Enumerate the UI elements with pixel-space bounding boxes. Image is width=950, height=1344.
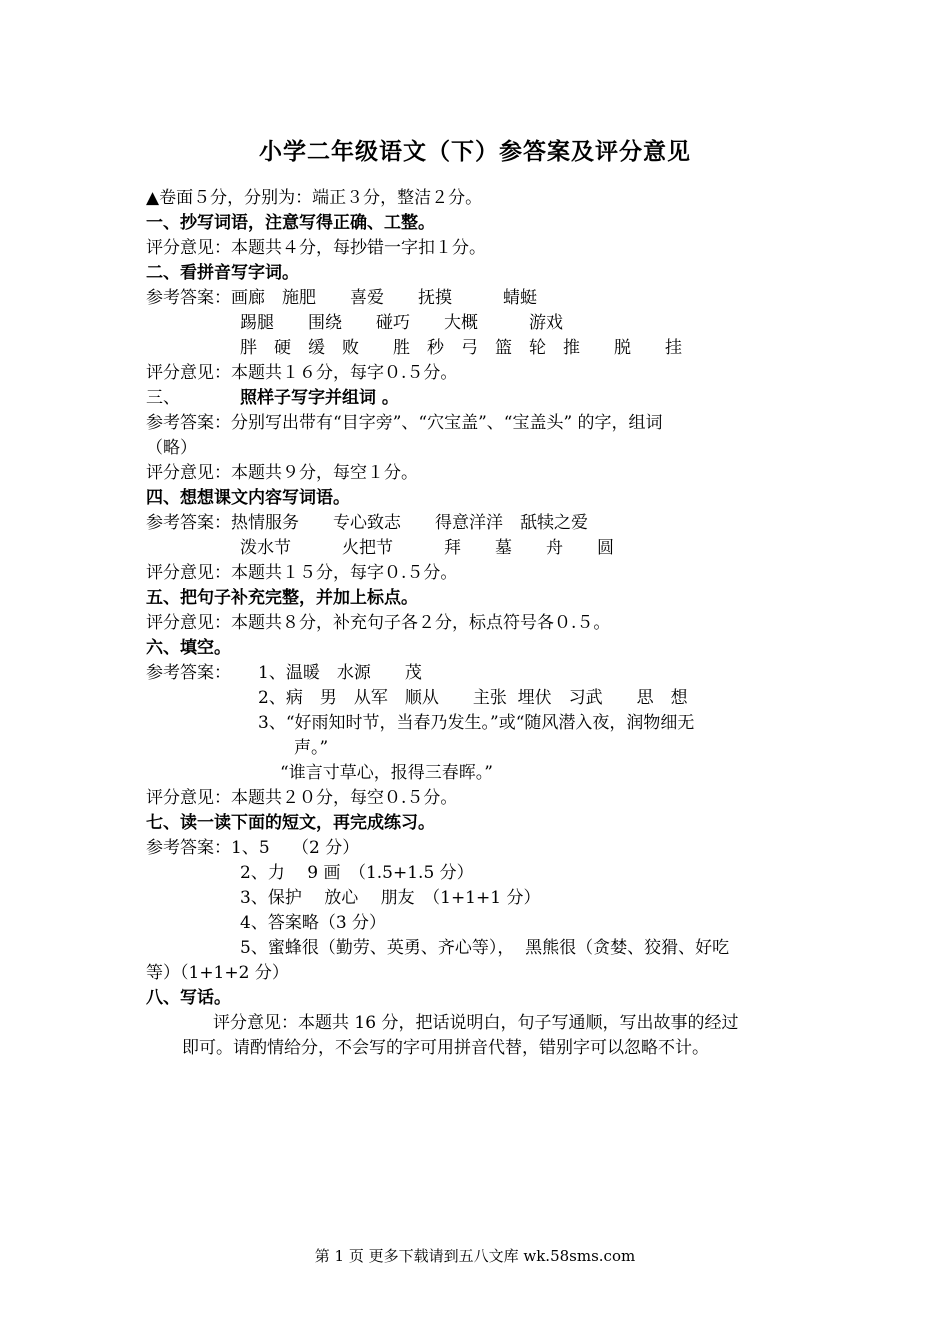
page-title: 小学二年级语文（下）参答案及评分意见 (259, 139, 691, 165)
section-8-heading: 八、写话。 (146, 988, 231, 1008)
section-6-answer-label: 参考答案： (146, 663, 231, 683)
section-7-heading: 七、读一读下面的短文，再完成练习。 (146, 813, 435, 833)
section-8-scoring-line-1: 评分意见：本题共 16 分，把话说明白，句子写通顺，写出故事的经过 (213, 1013, 739, 1033)
section-6-heading: 六、填空。 (146, 638, 231, 658)
paper-score-note: ▲卷面５分，分别为：端正３分，整洁２分。 (146, 188, 483, 208)
section-1-heading: 一、抄写词语，注意写得正确、工整。 (146, 213, 435, 233)
section-5-heading: 五、把句子补充完整，并加上标点。 (146, 588, 418, 608)
section-6-answer-3: 3、“好雨知时节，当春乃发生。”或“随风潜入夜，润物细无 (258, 713, 695, 733)
section-6-answer-3-cont: 声。” (294, 738, 329, 758)
section-2-answer-line-1: 参考答案：画廊 施肥 喜爱 抚摸 蜻蜓 (146, 288, 537, 308)
section-6-answer-2: 2、病 男 从军 顺从 主张 埋伏 习武 思 想 (258, 688, 688, 708)
section-4-answer-line-2: 泼水节 火把节 拜 墓 舟 圆 (240, 538, 614, 558)
section-7-answer-2: 2、力 9 画 （1.5+1.5 分） (240, 863, 474, 883)
section-5-scoring: 评分意见：本题共８分，补充句子各２分，标点符号各０.５。 (146, 613, 611, 633)
section-6-answer-4: “谁言寸草心，报得三春晖。” (280, 763, 493, 783)
section-3-scoring: 评分意见：本题共９分，每空１分。 (146, 463, 418, 483)
section-2-heading: 二、看拼音写字词。 (146, 263, 299, 283)
section-4-heading: 四、想想课文内容写词语。 (146, 488, 350, 508)
section-7-answer-5-cont: 等）（1+1+2 分） (146, 963, 289, 983)
section-3-number: 三、 (146, 388, 180, 408)
section-7-answer-5: 5、蜜蜂很（勤劳、英勇、齐心等）， 黑熊很（贪婪、狡猾、好吃 (240, 938, 730, 958)
section-2-scoring: 评分意见：本题共１６分，每字０.５分。 (146, 363, 458, 383)
page-footer: 第 1 页 更多下载请到五八文库 wk.58sms.com (314, 1247, 636, 1265)
section-3-heading: 照样子写字并组词 。 (240, 388, 399, 408)
section-6-scoring: 评分意见：本题共２０分，每空０.５分。 (146, 788, 458, 808)
section-2-answer-line-3: 胖 硬 缓 败 胜 秒 弓 篮 轮 推 脱 挂 (240, 338, 682, 358)
section-7-answer-4: 4、答案略（3 分） (240, 913, 387, 933)
section-6-answer-1: 1、温暖 水源 茂 (258, 663, 422, 683)
section-1-scoring: 评分意见：本题共４分，每抄错一字扣１分。 (146, 238, 486, 258)
section-7-answer-1: 参考答案：1、5 （2 分） (146, 838, 360, 858)
section-3-answer: 参考答案：分别写出带有“目字旁”、“穴宝盖”、“宝盖头” 的字，组词 (146, 413, 663, 433)
section-4-answer-line-1: 参考答案：热情服务 专心致志 得意洋洋 舐犊之爱 (146, 513, 588, 533)
section-3-answer-cont: （略） (146, 438, 197, 458)
section-7-answer-3: 3、保护 放心 朋友 （1+1+1 分） (240, 888, 541, 908)
section-4-scoring: 评分意见：本题共１５分，每字０.５分。 (146, 563, 458, 583)
section-2-answer-line-2: 踢腿 围绕 碰巧 大概 游戏 (240, 313, 563, 333)
section-8-scoring-line-2: 即可。请酌情给分，不会写的字可用拼音代替，错别字可以忽略不计。 (182, 1038, 709, 1058)
